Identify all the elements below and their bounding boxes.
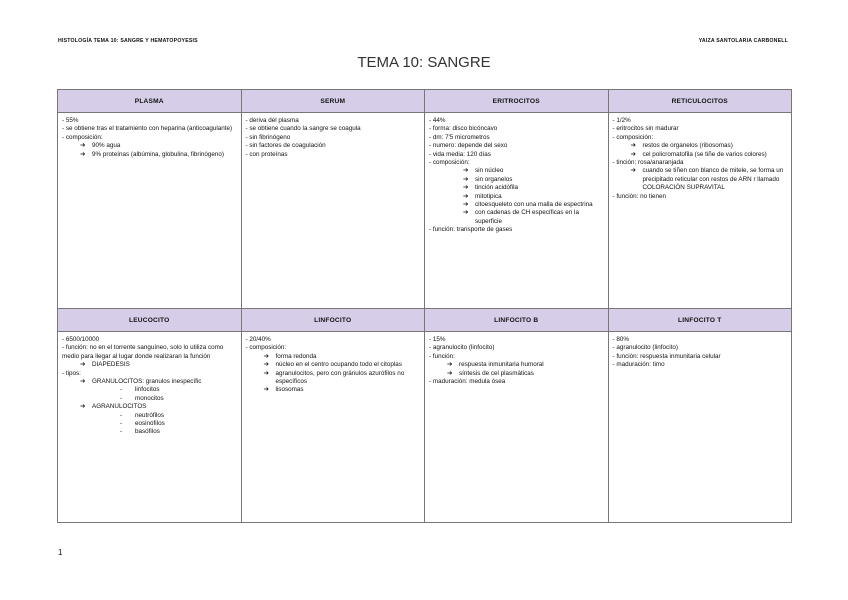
list-item-text: eosinófilos (135, 420, 165, 428)
dash-icon: - (120, 411, 123, 419)
list-item: - 55% (62, 117, 79, 124)
list-item: - sin factores de coagulación (245, 142, 326, 150)
arrow-list-item (62, 378, 237, 386)
list-item: - numero: depende del sexo (429, 142, 508, 150)
list-item-text: neutrófilos (135, 411, 165, 419)
arrow-list-item (62, 151, 237, 159)
list-item: - función: (429, 352, 455, 360)
arrow-right-icon: ➔ (630, 150, 636, 158)
list-item-text: 90% agua (92, 142, 121, 150)
page-number: 1 (58, 548, 63, 557)
list-item-text: síntesis de cel plasmáticas (459, 369, 534, 377)
list-item: - agranulocito (linfocito) (612, 344, 678, 352)
list-item: - tinción: rosa/anaranjada (612, 159, 684, 167)
arrow-right-icon: ➔ (263, 352, 269, 360)
heading-linfocito-b: LINFOCITO B (425, 309, 609, 332)
content-table (57, 89, 792, 523)
arrow-list-item (246, 370, 421, 387)
list-item: - composición: (429, 159, 470, 167)
cell-reticulocitos (608, 113, 792, 309)
list-item-text: tinción acidófila (475, 184, 519, 192)
heading-linfocito-t: LINFOCITO T (608, 309, 792, 332)
arrow-right-icon: ➔ (263, 369, 269, 377)
arrow-right-icon: ➔ (447, 369, 453, 377)
sub-list-item (62, 428, 237, 436)
list-item: - función: no en el torrente sanguíneo, solo lo utiliza como medio para llegar al lugar donde realizaran la función (62, 344, 224, 360)
arrow-right-icon: ➔ (80, 378, 86, 386)
arrow-list-item (246, 353, 421, 361)
heading-serum: SERUM (241, 90, 425, 113)
arrow-list-item (613, 167, 788, 192)
arrow-list-item (429, 184, 604, 192)
list-item: - vida media: 120 días (429, 150, 491, 158)
arrow-right-icon: ➔ (630, 142, 636, 150)
list-item-text: sin organelos (475, 175, 513, 183)
list-item: - 6500/10000 (62, 336, 100, 343)
list-item: - con proteínas (245, 150, 288, 158)
heading-eritrocitos: ERITROCITOS (425, 90, 609, 113)
cell-linfocito-b (425, 332, 609, 523)
arrow-right-icon: ➔ (463, 167, 469, 175)
list-item-text: 9% proteínas (albúmina, globulina, fibrinógeno) (92, 150, 224, 158)
list-item-text: restos de organelos (ribosomas) (642, 142, 733, 150)
list-item-text: sin núcleo (475, 167, 504, 175)
list-item: - eritrocitos sin madurar (612, 125, 679, 133)
list-item-text: basófilos (135, 428, 160, 436)
list-item-text: mitotipica (475, 192, 502, 200)
list-item: - se obtiene tras el tratamiento con heparina (anticoagulante) (62, 125, 233, 133)
arrow-right-icon: ➔ (447, 361, 453, 369)
arrow-list-item (62, 361, 237, 369)
arrow-list-item (429, 176, 604, 184)
arrow-list-item (429, 201, 604, 209)
list-item: - 15% (429, 336, 446, 343)
body-row-2 (58, 332, 792, 523)
cell-plasma (58, 113, 242, 309)
list-item-text: GRANULOCITOS: granulos inespecífic (92, 378, 202, 386)
arrow-right-icon: ➔ (263, 361, 269, 369)
list-item-text: cel policromatofila (se tiñe de varios colores) (642, 150, 767, 158)
cell-linfocito-t (608, 332, 792, 523)
arrow-list-item (429, 167, 604, 175)
list-item-text: citoesqueleto con una malla de espectrina (475, 201, 593, 209)
arrow-right-icon: ➔ (630, 167, 636, 175)
list-item-text: monocitos (135, 394, 164, 402)
arrow-list-item (613, 142, 788, 150)
arrow-right-icon: ➔ (463, 175, 469, 183)
heading-leucocito: LEUCOCITO (58, 309, 242, 332)
arrow-right-icon: ➔ (463, 184, 469, 192)
list-item: - 20/40% (245, 336, 271, 343)
cell-eritrocitos (425, 113, 609, 309)
heading-reticulocitos: RETICULOCITOS (608, 90, 792, 113)
list-item: - composición: (612, 133, 654, 141)
arrow-list-item (429, 361, 604, 369)
list-item: - sin fibrinógeno (245, 133, 291, 141)
sub-list-item (62, 395, 237, 403)
list-item: - composición: (245, 344, 287, 352)
arrow-right-icon: ➔ (80, 403, 86, 411)
page-title: TEMA 10: SANGRE (357, 54, 491, 71)
list-item-text: linfocitos (135, 386, 160, 394)
list-item-text: AGRANULOCITOS (92, 403, 147, 411)
list-item-text: forma redonda (275, 352, 317, 360)
arrow-list-item (246, 386, 421, 394)
list-item-text: lisosomas (275, 386, 304, 394)
heading-linfocito: LINFOCITO (241, 309, 425, 332)
arrow-right-icon: ➔ (80, 142, 86, 150)
sub-list-item (62, 412, 237, 420)
arrow-list-item (429, 370, 604, 378)
list-item: - composición: (62, 133, 103, 141)
arrow-right-icon: ➔ (463, 209, 469, 217)
list-item-text: cuando se tiñen con blanco de mitele, se forma un precipitado reticular con restos de ARN r llamado COLORACIÓN SUPRAVITAL (642, 167, 784, 192)
list-item: - tipos: (62, 369, 81, 377)
list-item: - función: no tienen (612, 192, 667, 200)
arrow-list-item (429, 209, 604, 226)
cell-linfocito (241, 332, 425, 523)
arrow-list-item (246, 361, 421, 369)
list-item: - maduración: medula ósea (429, 378, 506, 386)
arrow-list-item (62, 142, 237, 150)
list-item: - se obtiene cuando la sangre se coagula (245, 125, 361, 133)
dash-icon: - (120, 420, 123, 428)
arrow-right-icon: ➔ (463, 201, 469, 209)
header-row-1 (58, 90, 792, 113)
arrow-right-icon: ➔ (80, 150, 86, 158)
dash-icon: - (120, 428, 123, 436)
heading-plasma: PLASMA (58, 90, 242, 113)
arrow-list-item (613, 151, 788, 159)
header-left: HISTOLOGÍA TEMA 10: SANGRE Y HEMATOPOYESIS (58, 38, 198, 44)
cell-leucocito (58, 332, 242, 523)
list-item: - agranulocito (linfocito) (429, 344, 495, 352)
header-right: YAIZA SANTOLARIA CARBONELL (698, 38, 788, 44)
body-row-1 (58, 113, 792, 309)
list-item-text: núcleo en el centro ocupando todo el citoplas (275, 361, 402, 369)
list-item-text: respuesta inmunitaria humoral (459, 361, 544, 369)
list-item: - dm: 7'5 micrometros (429, 133, 490, 141)
list-item: - 80% (612, 336, 629, 343)
arrow-right-icon: ➔ (80, 361, 86, 369)
sub-list-item (62, 420, 237, 428)
list-item: - deriva del plasma (245, 117, 299, 124)
dash-icon: - (120, 386, 123, 394)
arrow-list-item (429, 193, 604, 201)
list-item-text: con cadenas de CH específicas en la superficie (475, 209, 579, 225)
sub-list-item (62, 386, 237, 394)
list-item: - función: transporte de gases (429, 226, 513, 234)
arrow-right-icon: ➔ (263, 386, 269, 394)
list-item: - maduración: timo (612, 361, 665, 369)
cell-serum (241, 113, 425, 309)
dash-icon: - (120, 394, 123, 402)
list-item: - función: respuesta inmunitaria celular (612, 352, 721, 360)
list-item: - 1/2% (612, 117, 631, 124)
arrow-right-icon: ➔ (463, 192, 469, 200)
list-item-text: agranulocitos, pero con gránulos azurófilos no específicos (275, 369, 405, 386)
list-item: - 44% (429, 117, 446, 124)
arrow-list-item (62, 403, 237, 411)
list-item-text: DIAPEDESIS (92, 361, 130, 369)
list-item: - forma: disco bicóncavo (429, 125, 498, 133)
header-row-2 (58, 309, 792, 332)
